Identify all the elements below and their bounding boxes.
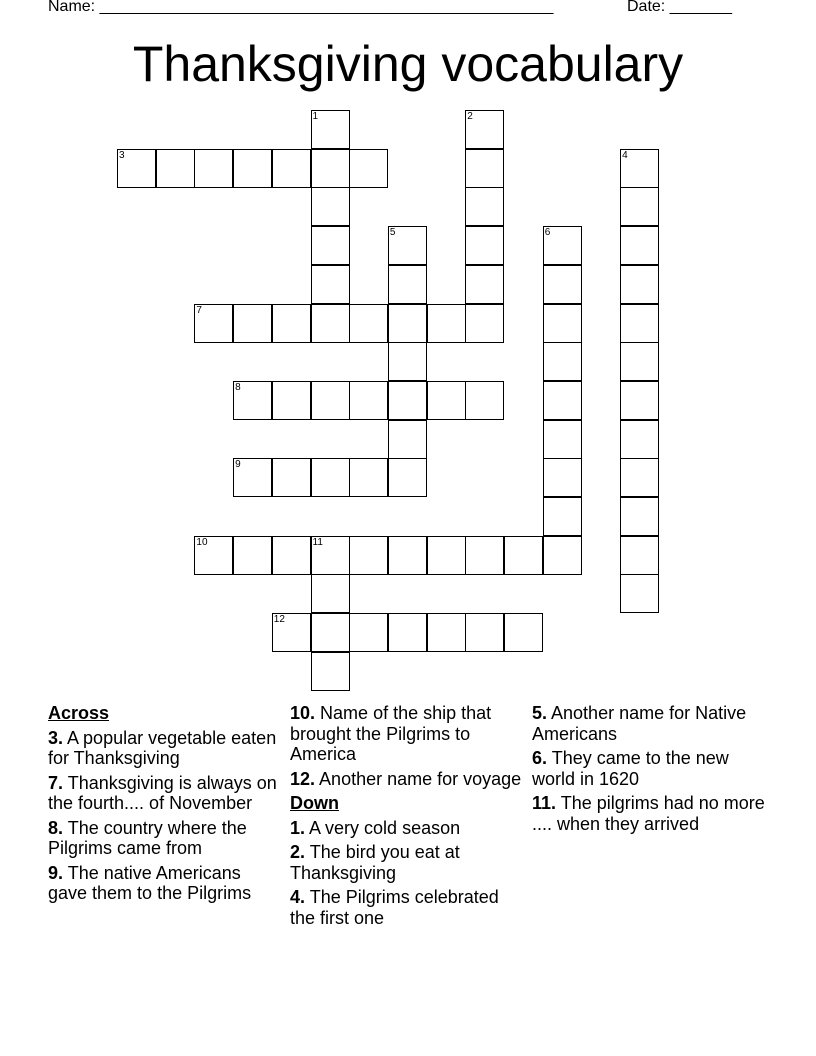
grid-cell[interactable] [465,536,504,575]
grid-cell[interactable] [311,187,350,226]
grid-cell[interactable] [349,381,388,420]
grid-cell[interactable] [620,265,659,304]
grid-cell[interactable] [311,149,350,188]
grid-cell[interactable] [543,226,582,265]
down-heading: Down [290,793,339,813]
clues-column-3 [532,703,768,838]
clue-down-5 [532,703,768,744]
grid-cell[interactable] [388,536,427,575]
clues-column-2 [290,703,526,932]
clue-down-1 [290,818,526,839]
clue-number: 1. [290,817,306,838]
grid-cell[interactable] [504,536,543,575]
cell-number: 5 [389,227,396,239]
grid-cell[interactable] [311,652,350,691]
grid-cell[interactable] [465,381,504,420]
grid-cell[interactable] [311,613,350,652]
clue-text: They came to the new world in 1620 [532,748,729,789]
grid-cell[interactable] [311,381,350,420]
grid-cell[interactable] [311,226,350,265]
clue-number: 10. [290,703,316,723]
grid-cell[interactable] [427,613,466,652]
clue-text: Name of the ship that brought the Pilgrims to America [290,703,492,764]
grid-cell[interactable] [620,458,659,497]
grid-cell[interactable] [349,458,388,497]
grid-cell[interactable] [543,304,582,343]
grid-cell[interactable] [388,613,427,652]
grid-cell[interactable] [388,342,427,381]
grid-cell[interactable] [543,458,582,497]
clue-text: The native Americans gave them to the Pilgrims [48,862,252,903]
clue-across-10 [290,703,526,765]
page-title: Thanksgiving vocabulary [132,36,684,92]
grid-cell[interactable] [543,265,582,304]
clue-across-9 [48,863,280,904]
grid-cell[interactable] [349,536,388,575]
grid-cell[interactable] [388,458,427,497]
clue-down-4 [290,887,526,928]
clue-text: The Pilgrims celebrated the first one [290,887,499,928]
grid-cell[interactable] [311,574,350,613]
clue-number: 4. [290,887,306,907]
grid-cell[interactable] [620,420,659,459]
grid-cell[interactable] [427,381,466,420]
cell-number: 12 [273,614,285,626]
grid-cell[interactable] [620,574,659,613]
grid-cell[interactable] [272,149,311,188]
grid-cell[interactable] [311,265,350,304]
grid-cell[interactable] [311,304,350,343]
grid-cell[interactable] [349,304,388,343]
grid-cell[interactable] [465,265,504,304]
grid-cell[interactable] [388,265,427,304]
clue-number: 3. [48,727,64,748]
grid-cell[interactable] [388,226,427,265]
grid-cell[interactable] [311,536,350,575]
grid-cell[interactable] [620,497,659,536]
clue-number: 6. [532,748,548,768]
grid-cell[interactable] [194,149,233,188]
cell-number: 2 [467,111,473,122]
clue-number: 7. [48,772,64,793]
cell-number: 3 [119,149,125,161]
cell-number: 9 [235,459,241,471]
grid-cell[interactable] [620,342,659,381]
grid-cell[interactable] [620,536,659,575]
grid-cell[interactable] [543,536,582,575]
cell-number: 11 [312,536,323,548]
name-field-label: Name: ___________________________________________________ [48,0,554,15]
clues-column-1 [48,703,280,908]
grid-cell[interactable] [465,613,504,652]
grid-cell[interactable] [465,187,504,226]
grid-cell[interactable] [272,458,311,497]
cell-number: 6 [544,227,551,239]
grid-cell[interactable] [388,304,427,343]
clue-down-6 [532,748,768,789]
grid-cell[interactable] [349,149,388,188]
clue-text: The pilgrims had no more .... when they arrived [532,793,765,834]
grid-cell[interactable] [311,110,350,149]
clue-number: 12. [290,768,316,789]
clue-text: A very cold season [309,817,461,838]
date-field-label: Date: _______ [627,0,732,15]
grid-cell[interactable] [620,304,659,343]
clue-down-2 [290,842,526,883]
grid-cell[interactable] [194,536,233,575]
grid-cell[interactable] [543,420,582,459]
cell-number: 4 [622,149,628,161]
grid-cell[interactable] [311,458,350,497]
clue-across-8 [48,818,280,859]
grid-cell[interactable] [543,381,582,420]
grid-cell[interactable] [620,381,659,420]
grid-cell[interactable] [117,149,156,188]
grid-cell[interactable] [272,381,311,420]
grid-cell[interactable] [233,304,272,343]
grid-cell[interactable] [465,226,504,265]
grid-cell[interactable] [156,149,195,188]
grid-cell[interactable] [272,613,311,652]
grid-cell[interactable] [465,110,504,149]
grid-cell[interactable] [465,149,504,188]
clue-number: 9. [48,862,64,883]
clue-number: 8. [48,817,64,838]
grid-cell[interactable] [543,497,582,536]
across-heading: Across [48,703,110,723]
grid-cell[interactable] [427,304,466,343]
grid-cell[interactable] [233,536,272,575]
clue-text: Another name for voyage [319,768,522,789]
clue-number: 5. [532,703,548,723]
cell-number: 7 [196,304,202,316]
grid-cell[interactable] [233,381,272,420]
clue-across-3 [48,728,280,769]
clue-text: A popular vegetable eaten for Thanksgiving [48,727,277,768]
clue-text: Another name for Native Americans [532,703,747,744]
grid-cell[interactable] [233,458,272,497]
grid-cell[interactable] [388,381,427,420]
grid-cell[interactable] [427,536,466,575]
cell-number: 1 [312,111,319,122]
clue-down-11 [532,793,768,834]
grid-cell[interactable] [543,342,582,381]
clue-across-7 [48,773,280,814]
clue-number: 11. [532,793,557,813]
clue-text: The country where the Pilgrims came from [48,817,247,858]
clue-text: The bird you eat at Thanksgiving [290,842,460,883]
grid-cell[interactable] [388,420,427,459]
cell-number: 8 [235,381,241,393]
grid-cell[interactable] [465,304,504,343]
grid-cell[interactable] [504,613,543,652]
grid-cell[interactable] [620,226,659,265]
grid-cell[interactable] [349,613,388,652]
clue-across-12 [290,769,526,790]
grid-cell[interactable] [272,536,311,575]
grid-cell[interactable] [620,149,659,188]
grid-cell[interactable] [194,304,233,343]
grid-cell[interactable] [620,187,659,226]
clue-text: Thanksgiving is always on the fourth.... of November [48,772,277,813]
grid-cell[interactable] [233,149,272,188]
grid-cell[interactable] [272,304,311,343]
cell-number: 10 [196,536,208,548]
clue-number: 2. [290,842,306,862]
